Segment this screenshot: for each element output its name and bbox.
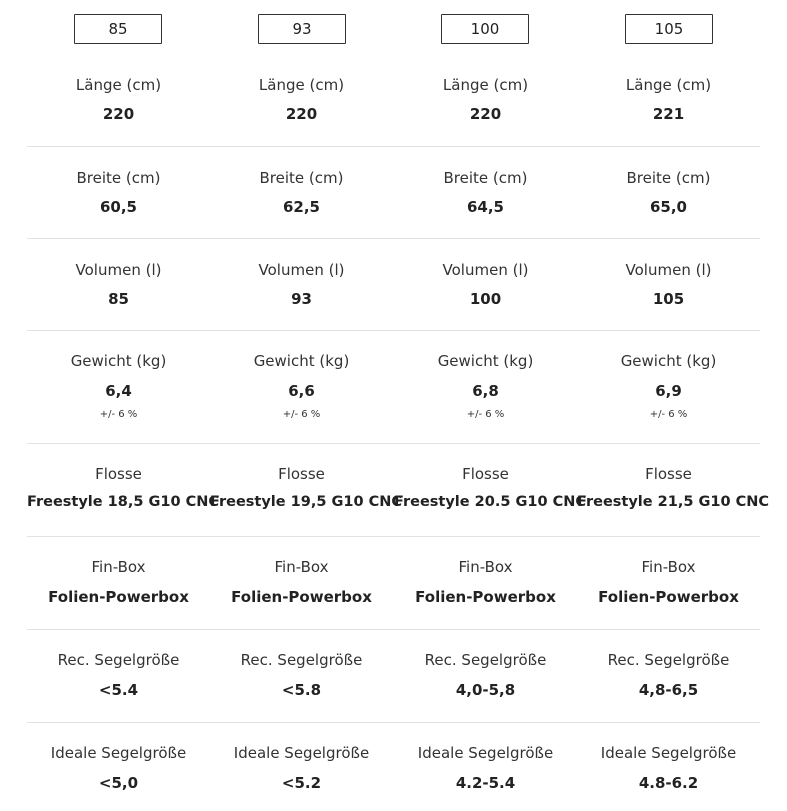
spec-label: Fin-Box bbox=[458, 558, 513, 576]
spec-value: 6,6 bbox=[288, 382, 315, 400]
spec-value: Folien-Powerbox bbox=[415, 588, 556, 606]
spec-value: 85 bbox=[108, 290, 129, 308]
spec-value: 4.2-5.4 bbox=[455, 774, 516, 792]
spec-label: Breite (cm) bbox=[443, 169, 528, 187]
spec-value: Folien-Powerbox bbox=[48, 588, 189, 606]
spec-value: 65,0 bbox=[649, 198, 687, 216]
spec-label: Rec. Segelgröße bbox=[424, 651, 547, 669]
spec-value: 64,5 bbox=[466, 198, 504, 216]
spec-label: Länge (cm) bbox=[75, 76, 162, 94]
spec-value: 93 bbox=[291, 290, 312, 308]
spec-label: Gewicht (kg) bbox=[437, 352, 534, 370]
spec-value: 4,0-5,8 bbox=[455, 681, 516, 699]
spec-label: Fin-Box bbox=[274, 558, 329, 576]
spec-label: Rec. Segelgröße bbox=[607, 651, 730, 669]
spec-label: Fin-Box bbox=[91, 558, 146, 576]
spec-value: 62,5 bbox=[282, 198, 320, 216]
spec-value: 221 bbox=[652, 105, 685, 123]
spec-row-fin-box bbox=[27, 537, 760, 630]
spec-value: 60,5 bbox=[99, 198, 137, 216]
spec-label: Ideale Segelgröße bbox=[233, 744, 370, 762]
spec-value: 6,8 bbox=[472, 382, 499, 400]
spec-label: Rec. Segelgröße bbox=[240, 651, 363, 669]
spec-label: Länge (cm) bbox=[258, 76, 345, 94]
spec-note: +/- 6 % bbox=[466, 409, 505, 420]
spec-value: Folien-Powerbox bbox=[231, 588, 372, 606]
spec-label: Volumen (l) bbox=[258, 261, 345, 279]
spec-row-weight bbox=[27, 331, 760, 444]
size-option-93[interactable]: 93 bbox=[258, 14, 346, 44]
spec-value: <5,0 bbox=[98, 774, 139, 792]
spec-label: Volumen (l) bbox=[75, 261, 162, 279]
spec-value: <5.2 bbox=[281, 774, 322, 792]
spec-value: 220 bbox=[469, 105, 502, 123]
spec-value: 220 bbox=[102, 105, 135, 123]
spec-value: 105 bbox=[652, 290, 685, 308]
spec-label: Fin-Box bbox=[641, 558, 696, 576]
spec-label: Flosse bbox=[95, 465, 142, 483]
spec-label: Breite (cm) bbox=[76, 169, 161, 187]
size-option-100[interactable]: 100 bbox=[441, 14, 529, 44]
spec-label: Länge (cm) bbox=[625, 76, 712, 94]
spec-label: Gewicht (kg) bbox=[620, 352, 717, 370]
spec-row-volume bbox=[27, 239, 760, 331]
spec-label: Flosse bbox=[462, 465, 509, 483]
spec-row-recommended-sail-size bbox=[27, 630, 760, 723]
spec-value: Freestyle 20.5 G10 CNC bbox=[394, 494, 587, 510]
spec-value: 4,8-6,5 bbox=[638, 681, 699, 699]
size-option-105[interactable]: 105 bbox=[625, 14, 713, 44]
spec-label: Breite (cm) bbox=[259, 169, 344, 187]
spec-row-fin bbox=[27, 444, 770, 537]
spec-label: Gewicht (kg) bbox=[253, 352, 350, 370]
spec-label: Volumen (l) bbox=[442, 261, 529, 279]
spec-table bbox=[27, 55, 770, 811]
spec-value: 4.8-6.2 bbox=[638, 774, 699, 792]
spec-row-ideal-sail-size bbox=[27, 723, 760, 811]
spec-value: 220 bbox=[285, 105, 318, 123]
spec-label: Ideale Segelgröße bbox=[417, 744, 554, 762]
size-selector bbox=[0, 14, 787, 46]
spec-label: Flosse bbox=[278, 465, 325, 483]
spec-label: Breite (cm) bbox=[626, 169, 711, 187]
spec-value: <5.4 bbox=[98, 681, 139, 699]
spec-row-length bbox=[27, 55, 760, 147]
spec-value: Freestyle 21,5 G10 CNC bbox=[577, 494, 770, 510]
spec-row-width bbox=[27, 147, 760, 239]
spec-note: +/- 6 % bbox=[649, 409, 688, 420]
spec-note: +/- 6 % bbox=[99, 409, 138, 420]
spec-value: Freestyle 19,5 G10 CNC bbox=[210, 494, 403, 510]
spec-label: Gewicht (kg) bbox=[70, 352, 167, 370]
spec-note: +/- 6 % bbox=[282, 409, 321, 420]
spec-value: 6,9 bbox=[655, 382, 682, 400]
spec-value: <5.8 bbox=[281, 681, 322, 699]
spec-label: Volumen (l) bbox=[625, 261, 712, 279]
spec-value: Freestyle 18,5 G10 CNC bbox=[27, 494, 220, 510]
spec-label: Länge (cm) bbox=[442, 76, 529, 94]
spec-label: Flosse bbox=[645, 465, 692, 483]
spec-value: Folien-Powerbox bbox=[598, 588, 739, 606]
size-option-85[interactable]: 85 bbox=[74, 14, 162, 44]
spec-label: Ideale Segelgröße bbox=[600, 744, 737, 762]
spec-value: 6,4 bbox=[105, 382, 132, 400]
spec-value: 100 bbox=[469, 290, 502, 308]
spec-label: Ideale Segelgröße bbox=[50, 744, 187, 762]
spec-label: Rec. Segelgröße bbox=[57, 651, 180, 669]
